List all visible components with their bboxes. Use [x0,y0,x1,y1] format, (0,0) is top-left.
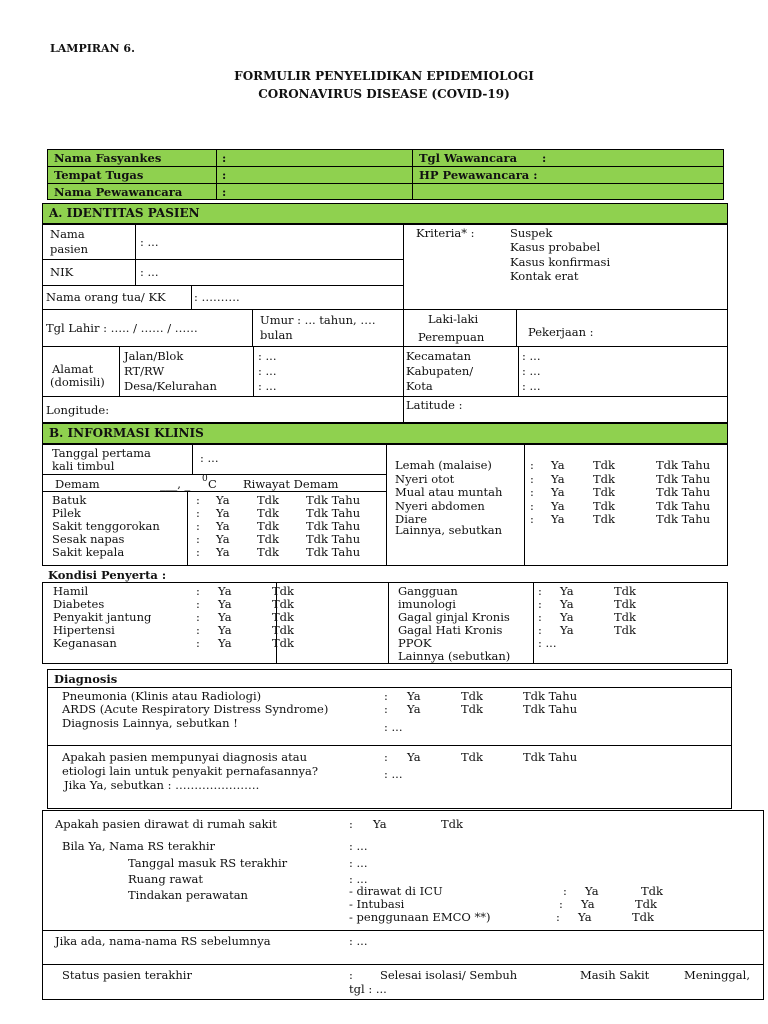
symptom-label: Lemah (malaise) [395,458,492,472]
divider [47,745,732,746]
nama-fasyankes-label: Nama Fasyankes [54,151,162,165]
symptom-ya-option[interactable]: Ya [551,512,565,526]
nama-pewawancara-label: Nama Pewawancara [54,185,183,199]
colon: : [563,884,567,898]
diagnosis-tdk-tahu-option[interactable]: Tdk Tahu [523,750,578,764]
divider [42,491,386,492]
kondisi-ya-option[interactable]: Ya [560,623,574,637]
kondisi-tdk-option[interactable]: Tdk [272,623,295,637]
divider [47,687,732,688]
kondisi-label: Keganasan [53,636,117,650]
divider [412,149,413,200]
kondisi-tdk-option[interactable]: Tdk [272,597,295,611]
gagal-hati-label: Gagal Hati Kronis [398,623,503,637]
divider [42,474,386,475]
divider [386,444,387,566]
lampiran-label: LAMPIRAN 6. [50,42,135,55]
colon: : [559,897,563,911]
tgl-pertama-label-2: kali timbul [52,459,115,473]
laki-laki-option[interactable]: Laki-laki [428,312,479,326]
kondisi-ya-option[interactable]: Ya [218,584,232,598]
divider [47,183,724,184]
diagnosis-tdk-option[interactable]: Tdk [461,702,484,716]
kondisi-ya-option[interactable]: Ya [560,584,574,598]
colon: : [530,498,534,513]
rtrw-field[interactable]: : ... [258,364,277,378]
symptom-ya-option[interactable]: Ya [551,498,565,513]
kota-label: Kota [406,379,433,393]
symptom-tdk-option[interactable]: Tdk [593,485,616,499]
diagnosis-ya-option[interactable]: Ya [407,750,421,764]
colon: : [196,545,200,559]
kondisi-ya-option[interactable]: Ya [218,636,232,650]
section-b-box [42,444,728,566]
divider [42,285,403,286]
lainnya-label: Lainnya, sebutkan [395,523,502,537]
demam-value-field[interactable]: ___, _ [160,477,191,491]
kecamatan-field[interactable]: : ... [522,349,541,363]
colon: : [538,623,542,637]
selesai-isolasi-option[interactable]: Selesai isolasi/ Sembuh [380,968,518,982]
alamat-label-2: (domisili) [50,375,105,389]
tgl-meninggal-field[interactable]: tgl : ... [349,982,387,996]
divider [252,309,253,346]
kondisi-ya-option[interactable]: Ya [218,597,232,611]
kondisi-tdk-option[interactable]: Tdk [272,636,295,650]
symptom-ya-option[interactable]: Ya [216,506,230,520]
kondisi-ya-option[interactable]: Ya [218,610,232,624]
symptom-tdk-option[interactable]: Tdk [593,458,616,472]
divider [403,224,404,423]
kabupaten-label: Kabupaten/ [406,364,474,378]
ruang-rawat-field[interactable]: : ... [349,872,368,886]
symptom-label: Nyeri otot [395,471,455,486]
divider [524,444,525,566]
kondisi-ya-option[interactable]: Ya [218,623,232,637]
hp-pewawancara-label: HP Pewawancara : [419,168,538,182]
colon: : [538,597,542,611]
nama-ortu-label: Nama orang tua/ KK [46,290,166,304]
divider [191,285,192,309]
kriteria-option[interactable]: Kasus probabel [510,240,601,254]
tgl-pertama-label: Tanggal pertama [52,446,151,460]
dirawat-question-label: Apakah pasien dirawat di rumah sakit [55,817,277,831]
symptom-ya-option[interactable]: Ya [216,532,230,546]
symptom-tdk-tahu-option[interactable]: Tdk Tahu [656,471,711,486]
symptom-tdk-tahu-option[interactable]: Tdk Tahu [306,545,361,559]
symptom-tdk-option[interactable]: Tdk [257,545,280,559]
symptom-tdk-option[interactable]: Tdk [593,498,616,513]
section-a-title: A. IDENTITAS PASIEN [42,203,728,224]
colon: : [384,702,388,716]
colon: : [530,485,534,499]
divider [135,224,136,285]
colon: : [538,584,542,598]
symptom-tdk-tahu-option[interactable]: Tdk Tahu [306,519,361,533]
meninggal-option[interactable]: Meninggal, [684,968,750,982]
status-pasien-label: Status pasien terakhir [62,968,192,982]
colon: : [349,817,353,831]
colon: : [196,597,200,611]
nik-label: NIK [50,265,74,279]
kondisi-tdk-option[interactable]: Tdk [614,584,637,598]
intubasi-label: - Intubasi [349,897,405,911]
diagnosis-ya-option[interactable]: Ya [407,702,421,716]
ards-label: ARDS (Acute Respiratory Distress Syndrome) [62,702,329,716]
emco-ya-option[interactable]: Ya [578,910,592,924]
kondisi-ya-option[interactable]: Ya [560,597,574,611]
celsius-label: C [208,477,217,491]
diagnosis-tdk-option[interactable]: Tdk [461,689,484,703]
colon: : [196,493,200,507]
tgl-pertama-field[interactable]: : ... [200,451,219,465]
divider [42,396,728,397]
symptom-label: Mual atau muntah [395,485,503,499]
symptom-ya-option[interactable]: Ya [551,471,565,486]
nama-fasyankes-field[interactable]: : [222,151,227,165]
symptom-label: Diare [395,512,428,526]
colon: : [196,519,200,533]
rs-sebelumnya-label: Jika ada, nama-nama RS sebelumnya [55,934,271,948]
lainnya-sebutkan-label: Lainnya (sebutkan) [398,649,511,663]
tgl-lahir-field[interactable]: Tgl Lahir : ….. / …… / …… [46,321,198,335]
ppok-field[interactable]: : ... [538,636,557,650]
symptom-label: Sakit kepala [52,545,125,559]
divider [42,930,764,931]
gangguan-label: Gangguan [398,584,458,598]
riwayat-demam-option[interactable]: Riwayat Demam [243,477,339,491]
symptom-tdk-option[interactable]: Tdk [593,471,616,486]
colon: : [196,584,200,598]
longitude-field[interactable]: Longitude: [46,403,110,417]
kondisi-ya-option[interactable]: Ya [560,610,574,624]
colon: : [196,532,200,546]
jalan-label: Jalan/Blok [124,349,184,363]
nama-pasien-label: Nama [50,227,85,241]
symptom-label: Sesak napas [52,532,125,546]
divider [47,166,724,167]
icu-tdk-option[interactable]: Tdk [641,884,664,898]
pekerjaan-field[interactable]: Pekerjaan : [528,325,594,339]
tgl-wawancara-label: Tgl Wawancara [419,151,518,165]
emco-label: - penggunaan EMCO **) [349,910,491,924]
symptom-label: Batuk [52,493,87,507]
symptom-tdk-tahu-option[interactable]: Tdk Tahu [306,532,361,546]
symptom-tdk-tahu-option[interactable]: Tdk Tahu [306,506,361,520]
section-b-title: B. INFORMASI KLINIS [42,423,728,444]
tempat-tugas-field[interactable]: : [222,168,227,182]
demam-label: Demam [55,477,100,491]
tindakan-label: Tindakan perawatan [128,888,248,902]
latitude-field[interactable]: Latitude : [406,398,463,412]
symptom-tdk-option[interactable]: Tdk [257,493,280,507]
nama-ortu-field[interactable]: : ………. [194,290,240,304]
kondisi-tdk-option[interactable]: Tdk [272,610,295,624]
symptom-label: Pilek [52,506,81,520]
diagnosis-title: Diagnosis [54,672,118,686]
desa-label: Desa/Kelurahan [124,379,217,393]
symptom-label: Nyeri abdomen [395,498,485,513]
symptom-tdk-option[interactable]: Tdk [593,512,616,526]
colon: : [196,636,200,650]
kondisi-label: Penyakit jantung [53,610,152,624]
intubasi-tdk-option[interactable]: Tdk [635,897,658,911]
intubasi-ya-option[interactable]: Ya [581,897,595,911]
degree-symbol: 0 [202,474,208,484]
tempat-tugas-label: Tempat Tugas [54,168,144,182]
colon: : [530,512,534,526]
symptom-tdk-tahu-option[interactable]: Tdk Tahu [656,485,711,499]
divider [216,149,217,200]
symptom-tdk-option[interactable]: Tdk [257,532,280,546]
diagnosis-tdk-tahu-option[interactable]: Tdk Tahu [523,689,578,703]
nama-rs-label: Bila Ya, Nama RS terakhir [62,839,216,853]
imunologi-label: imunologi [398,597,456,611]
emco-tdk-option[interactable]: Tdk [632,910,655,924]
nama-rs-field[interactable]: : ... [349,839,368,853]
colon: : [556,910,560,924]
masih-sakit-option[interactable]: Masih Sakit [580,968,650,982]
rtrw-label: RT/RW [124,364,165,378]
diagnosis-tdk-tahu-option[interactable]: Tdk Tahu [523,702,578,716]
nama-pasien-field[interactable]: : ... [140,235,159,249]
symptom-ya-option[interactable]: Ya [551,485,565,499]
umur-bulan-label: bulan [260,328,293,342]
ruang-rawat-label: Ruang rawat [128,872,204,886]
desa-field[interactable]: : ... [258,379,277,393]
symptom-tdk-tahu-option[interactable]: Tdk Tahu [306,493,361,507]
symptom-ya-option[interactable]: Ya [551,458,565,472]
kondisi-label: Hipertensi [53,623,115,637]
diagnosis-ya-option[interactable]: Ya [407,689,421,703]
divider [518,346,519,396]
symptom-label: Sakit tenggorokan [52,519,160,533]
etiologi-lain-field[interactable]: : ... [384,767,403,781]
divider [42,346,728,347]
perempuan-option[interactable]: Perempuan [418,330,485,344]
divider [516,309,517,346]
divider [192,444,193,474]
kondisi-penyerta-label: Kondisi Penyerta : [48,568,167,582]
divider [253,346,254,396]
diagnosis-tdk-option[interactable]: Tdk [461,750,484,764]
divider [388,582,389,664]
diagnosis-lain-field[interactable]: : ... [384,720,403,734]
kondisi-label: Diabetes [53,597,105,611]
divider [187,491,188,566]
symptom-tdk-tahu-option[interactable]: Tdk Tahu [656,498,711,513]
symptom-ya-option[interactable]: Ya [216,519,230,533]
jika-ya-field[interactable]: Jika Ya, sebutkan : …………………. [64,778,260,792]
dirawat-ya-option[interactable]: Ya [373,817,387,831]
alamat-label: Alamat [52,362,94,376]
kondisi-tdk-option[interactable]: Tdk [614,610,637,624]
kecamatan-label: Kecamatan [406,349,472,363]
colon: : [384,750,388,764]
diagnosis-question-line1: Apakah pasien mempunyai diagnosis atau [62,750,308,764]
divider [119,346,120,396]
colon: : [538,610,542,624]
jalan-field[interactable]: : ... [258,349,277,363]
icu-label: - dirawat di ICU [349,884,443,898]
colon: : [349,968,353,982]
kriteria-option[interactable]: Kontak erat [510,269,579,283]
tgl-masuk-label: Tanggal masuk RS terakhir [128,856,288,870]
symptom-tdk-option[interactable]: Tdk [257,506,280,520]
kondisi-tdk-option[interactable]: Tdk [614,623,637,637]
divider [42,964,764,965]
symptom-tdk-tahu-option[interactable]: Tdk Tahu [656,458,711,472]
colon: : [530,458,534,472]
rs-sebelumnya-field[interactable]: : ... [349,934,368,948]
colon: : [196,610,200,624]
divider [533,582,534,664]
nik-field[interactable]: : ... [140,265,159,279]
diagnosis-lain-label: Diagnosis Lainnya, sebutkan ! [62,716,238,730]
tgl-wawancara-field[interactable]: : [542,151,547,165]
symptom-ya-option[interactable]: Ya [216,545,230,559]
kondisi-tdk-option[interactable]: Tdk [272,584,295,598]
pneumonia-label: Pneumonia (Klinis atau Radiologi) [62,689,262,703]
gagal-ginjal-label: Gagal ginjal Kronis [398,610,510,624]
kondisi-tdk-option[interactable]: Tdk [614,597,637,611]
kondisi-label: Hamil [53,584,89,598]
colon: : [196,623,200,637]
kriteria-option[interactable]: Suspek [510,226,553,240]
divider [42,259,403,260]
diagnosis-question-line2: etiologi lain untuk penyakit pernafasannya? [62,764,319,778]
ppok-label: PPOK [398,636,432,650]
symptom-tdk-tahu-option[interactable]: Tdk Tahu [656,512,711,526]
nama-pewawancara-field[interactable]: : [222,185,227,199]
kabupaten-field[interactable]: : ... [522,364,541,378]
colon: : [384,689,388,703]
dirawat-tdk-option[interactable]: Tdk [441,817,464,831]
form-title-line1: FORMULIR PENYELIDIKAN EPIDEMIOLOGI [234,69,534,83]
symptom-tdk-option[interactable]: Tdk [257,519,280,533]
form-title-line2: CORONAVIRUS DISEASE (COVID-19) [258,87,510,101]
colon: : [530,471,534,486]
nama-pasien-label-2: pasien [50,242,89,256]
umur-field[interactable]: Umur : ... tahun, …. [260,313,376,327]
kriteria-option[interactable]: Kasus konfirmasi [510,255,611,269]
kriteria-label: Kriteria* : [416,226,475,240]
symptom-ya-option[interactable]: Ya [216,493,230,507]
kota-field[interactable]: : ... [522,379,541,393]
colon: : [196,506,200,520]
tgl-masuk-field[interactable]: : ... [349,856,368,870]
icu-ya-option[interactable]: Ya [585,884,599,898]
divider [42,309,728,310]
